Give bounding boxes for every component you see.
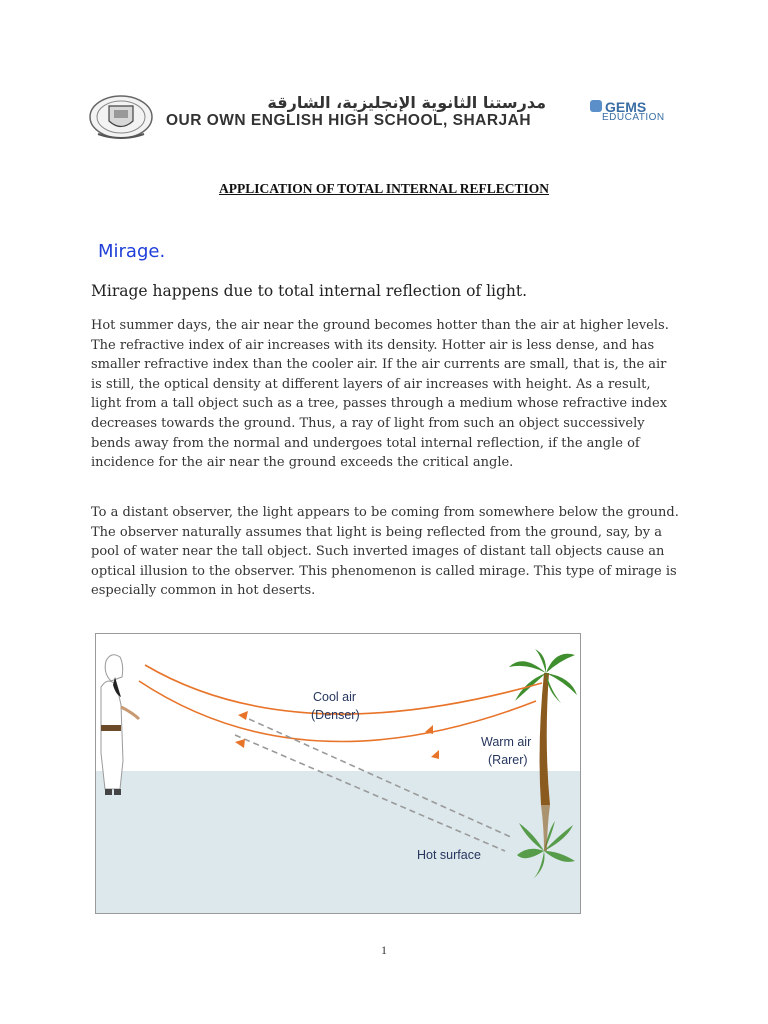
mirage-diagram xyxy=(95,633,581,914)
cool-air-label: Cool air xyxy=(313,690,357,704)
school-crest-icon xyxy=(88,94,154,140)
warm-air-sublabel: (Rarer) xyxy=(488,753,528,767)
school-name: OUR OWN ENGLISH HIGH SCHOOL, SHARJAH xyxy=(166,112,532,129)
cool-air-sublabel: (Denser) xyxy=(311,708,360,722)
gems-logo-text: GEMS xyxy=(605,99,647,115)
school-name-arabic: مدرستنا الثانوية الإنجليزية، الشارقة xyxy=(267,93,546,112)
warm-air-label: Warm air xyxy=(481,735,532,749)
education-label: EDUCATION xyxy=(602,112,665,123)
page-title: APPLICATION OF TOTAL INTERNAL REFLECTION xyxy=(218,181,550,196)
paragraph-2: To a distant observer, the light appears to be coming from somewhere below the ground. The observer naturally assumes that light is being reflected from the ground, say, by a pool of water near the tall object. Such inverted images of distant tall objects cause an optical illusion to the observer. This phenomenon is called mirage. This type of mirage is especially common in hot deserts. xyxy=(91,505,679,599)
lead-sentence: Mirage happens due to total internal reflection of light. xyxy=(91,282,528,300)
page-number: 1 xyxy=(381,943,387,957)
ground xyxy=(96,771,580,913)
school-header xyxy=(88,94,668,142)
hot-surface-label: Hot surface xyxy=(417,848,481,862)
paragraph-1: Hot summer days, the air near the ground becomes hotter than the air at higher levels. The refractive index of air increases with its density. Hotter air is less dense, and has smaller refractive index than the cooler air. If the air currents are small, that is, the air is still, the optical density at different layers of air increases with height. As a result, light from a tall object such as a tree, passes through a medium whose refractive index decreases towards the ground. Thus, a ray of light from such an object successively bends away from the normal and undergoes total internal reflection, if the angle of incidence for the air near the ground exceeds the critical angle. xyxy=(91,318,669,471)
section-heading: Mirage. xyxy=(98,241,166,262)
